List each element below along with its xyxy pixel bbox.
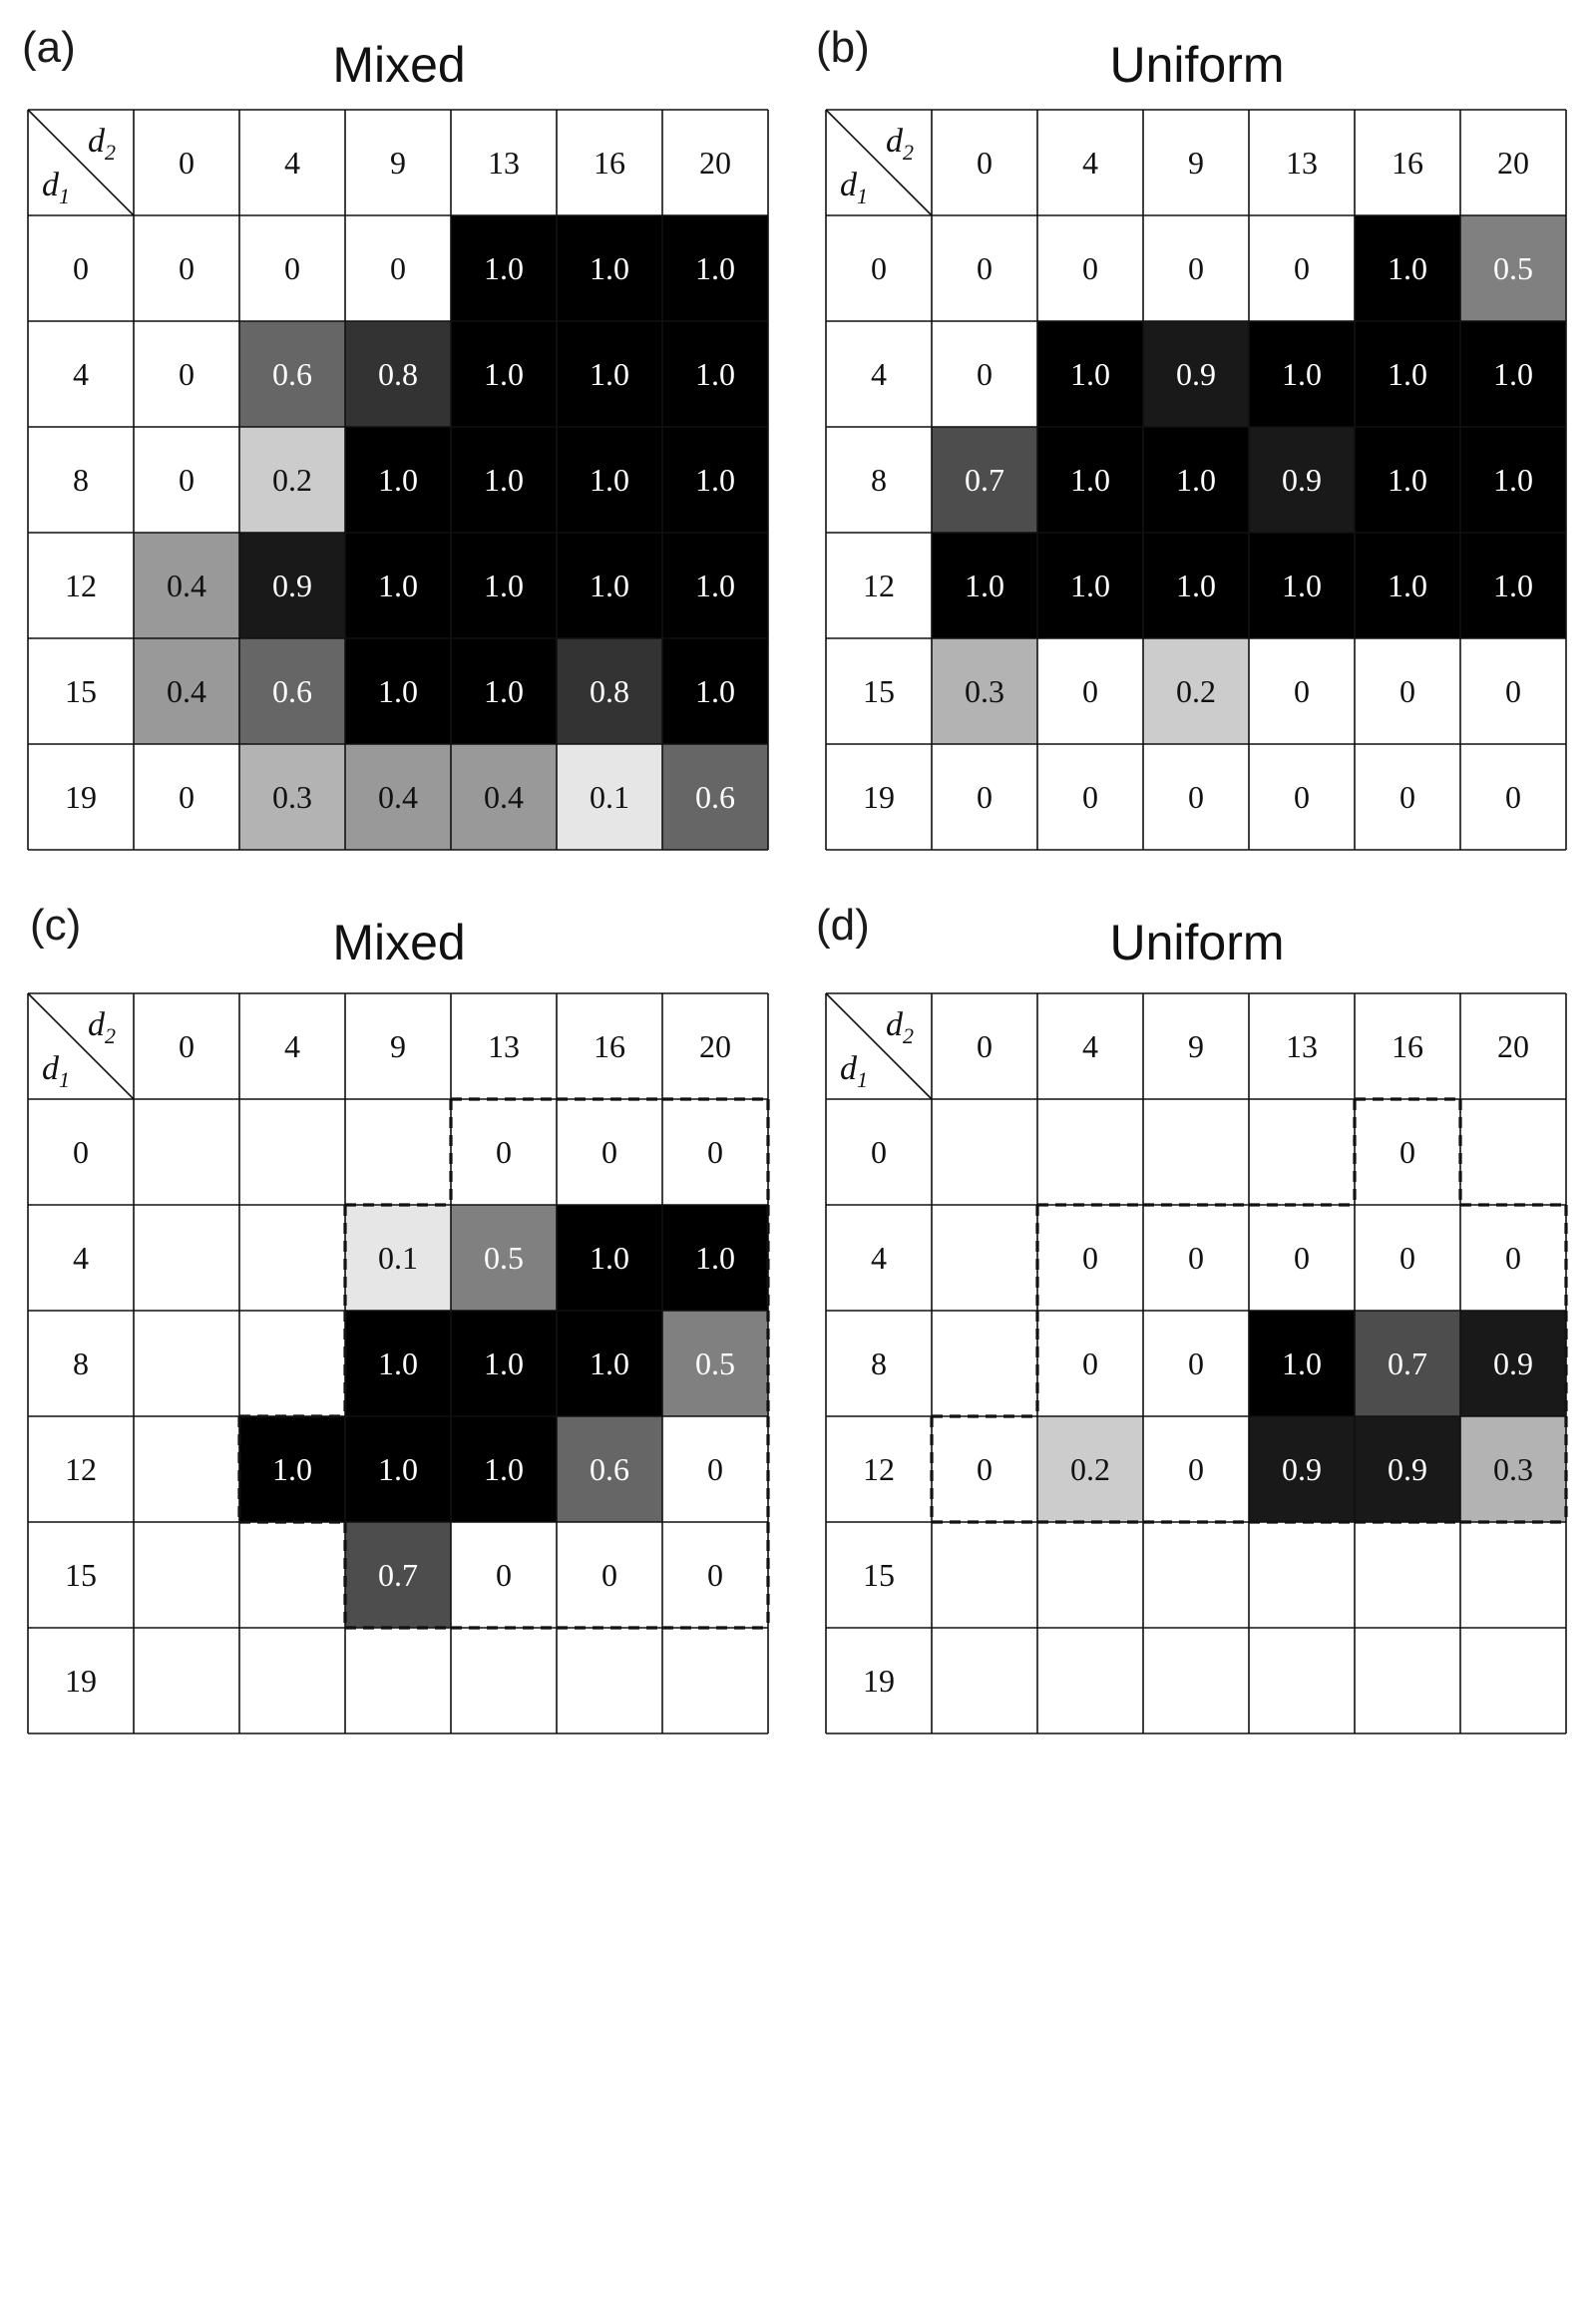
row-tick-label: 4 <box>73 356 89 392</box>
heatmap-cell <box>1037 1628 1143 1733</box>
column-tick-label: 4 <box>284 1028 300 1064</box>
data-label: 0 <box>977 250 993 286</box>
panel-b <box>816 23 1566 850</box>
row-tick-label: 8 <box>73 1345 89 1381</box>
row-variable-label <box>840 167 868 208</box>
data-label: 0.4 <box>167 673 206 709</box>
data-label: 0.4 <box>378 779 418 815</box>
column-variable-label <box>88 1006 116 1048</box>
data-label: 1.0 <box>695 673 735 709</box>
column-tick-label: 16 <box>594 145 625 181</box>
data-label: 1.0 <box>965 568 1004 603</box>
row-tick-label: 12 <box>863 568 895 603</box>
row-tick-label: 0 <box>871 250 887 286</box>
row-variable-label <box>42 167 70 208</box>
row-tick-label: 19 <box>65 779 97 815</box>
data-label: 1.0 <box>1282 568 1322 603</box>
data-label: 0.7 <box>1388 1345 1427 1381</box>
column-variable-label <box>88 123 116 165</box>
column-tick-label: 13 <box>488 1028 520 1064</box>
data-label: 1.0 <box>695 462 735 498</box>
row-tick-label: 8 <box>871 462 887 498</box>
data-label: 0 <box>1188 250 1204 286</box>
data-label: 1.0 <box>1493 568 1533 603</box>
data-label: 1.0 <box>1176 568 1216 603</box>
heatmap-cell <box>239 1099 345 1205</box>
row-variable-name: d <box>840 167 857 203</box>
data-label: 1.0 <box>1070 568 1110 603</box>
data-label: 1.0 <box>1388 250 1427 286</box>
data-label: 1.0 <box>590 1240 629 1276</box>
data-label: 1.0 <box>590 568 629 603</box>
row-tick-label: 15 <box>65 673 97 709</box>
panel-title: Uniform <box>1109 37 1285 93</box>
data-label: 1.0 <box>1070 462 1110 498</box>
data-label: 0 <box>1294 673 1310 709</box>
data-label: 1.0 <box>1070 356 1110 392</box>
column-tick-label: 0 <box>977 145 993 181</box>
heatmap-cell <box>134 1205 239 1311</box>
data-label: 0 <box>179 356 195 392</box>
data-label: 1.0 <box>484 250 524 286</box>
row-tick-label: 0 <box>73 1134 89 1170</box>
data-label: 1.0 <box>590 1345 629 1381</box>
column-variable-name: d <box>88 1006 105 1043</box>
heatmap-cell <box>451 1628 557 1733</box>
data-label: 0 <box>1505 673 1521 709</box>
row-tick-label: 12 <box>863 1451 895 1487</box>
heatmap-cell <box>932 1628 1037 1733</box>
heatmap-cell <box>345 1628 451 1733</box>
heatmap-cell <box>932 1522 1037 1628</box>
data-label: 0 <box>496 1134 512 1170</box>
row-tick-label: 15 <box>863 1557 895 1593</box>
data-label: 1.0 <box>1388 356 1427 392</box>
data-label: 0.9 <box>1282 1451 1322 1487</box>
data-label: 1.0 <box>378 568 418 603</box>
row-tick-label: 4 <box>73 1240 89 1276</box>
heatmap-cell <box>134 1522 239 1628</box>
row-tick-label: 8 <box>73 462 89 498</box>
heatmap-cell <box>1143 1099 1249 1205</box>
heatmap-cell <box>134 1416 239 1522</box>
heatmap-cell <box>662 1628 768 1733</box>
data-label: 0.7 <box>378 1557 418 1593</box>
column-tick-label: 4 <box>1082 145 1098 181</box>
heatmap-cell <box>1249 1628 1355 1733</box>
column-tick-label: 0 <box>977 1028 993 1064</box>
data-label: 0.4 <box>484 779 524 815</box>
data-label: 0.6 <box>695 779 735 815</box>
data-label: 0 <box>601 1557 617 1593</box>
data-label: 0 <box>707 1451 723 1487</box>
column-tick-label: 0 <box>179 1028 195 1064</box>
column-variable-subscript: 2 <box>903 1023 914 1048</box>
row-tick-label: 12 <box>65 568 97 603</box>
data-label: 0.1 <box>378 1240 418 1276</box>
data-label: 0 <box>1082 779 1098 815</box>
column-variable-name: d <box>886 1006 903 1043</box>
heatmap-cell <box>134 1628 239 1733</box>
column-variable-name: d <box>886 123 903 160</box>
column-tick-label: 9 <box>390 145 406 181</box>
column-variable-label <box>886 123 914 165</box>
row-tick-label: 19 <box>65 1663 97 1699</box>
heatmap-cell <box>1355 1522 1460 1628</box>
row-variable-subscript: 1 <box>59 184 70 208</box>
data-label: 0 <box>1505 1240 1521 1276</box>
heatmap-cell <box>932 1311 1037 1416</box>
column-variable-subscript: 2 <box>105 140 116 165</box>
data-label: 0 <box>1082 673 1098 709</box>
heatmap-cell <box>239 1628 345 1733</box>
data-label: 0 <box>179 250 195 286</box>
row-variable-label <box>42 1050 70 1092</box>
data-label: 0.1 <box>590 779 629 815</box>
row-tick-label: 19 <box>863 779 895 815</box>
heatmap-cell <box>134 1099 239 1205</box>
data-label: 0.9 <box>1282 462 1322 498</box>
panel-title: Uniform <box>1109 915 1285 970</box>
data-label: 0 <box>977 1451 993 1487</box>
data-label: 1.0 <box>590 356 629 392</box>
data-label: 0.2 <box>1070 1451 1110 1487</box>
column-tick-label: 20 <box>699 145 731 181</box>
data-label: 0 <box>1294 1240 1310 1276</box>
data-label: 0 <box>1399 1134 1415 1170</box>
row-tick-label: 0 <box>871 1134 887 1170</box>
data-label: 0.8 <box>378 356 418 392</box>
data-label: 0 <box>1505 779 1521 815</box>
column-tick-label: 20 <box>1497 145 1529 181</box>
data-label: 0 <box>1082 1240 1098 1276</box>
column-tick-label: 9 <box>1188 145 1204 181</box>
data-label: 1.0 <box>1176 462 1216 498</box>
data-label: 1.0 <box>1493 462 1533 498</box>
row-tick-label: 15 <box>65 1557 97 1593</box>
heatmap-cell <box>1460 1522 1566 1628</box>
row-variable-label <box>840 1050 868 1092</box>
column-variable-subscript: 2 <box>105 1023 116 1048</box>
row-variable-name: d <box>840 1050 857 1087</box>
data-label: 1.0 <box>378 1345 418 1381</box>
column-tick-label: 13 <box>1286 1028 1318 1064</box>
data-label: 1.0 <box>484 462 524 498</box>
column-tick-label: 4 <box>284 145 300 181</box>
row-variable-name: d <box>42 167 59 203</box>
data-label: 1.0 <box>695 356 735 392</box>
data-label: 0.8 <box>590 673 629 709</box>
data-label: 0 <box>284 250 300 286</box>
row-variable-name: d <box>42 1050 59 1087</box>
column-tick-label: 4 <box>1082 1028 1098 1064</box>
column-tick-label: 0 <box>179 145 195 181</box>
row-tick-label: 12 <box>65 1451 97 1487</box>
data-label: 1.0 <box>484 1345 524 1381</box>
data-label: 0.6 <box>590 1451 629 1487</box>
data-label: 0.9 <box>1176 356 1216 392</box>
row-tick-label: 19 <box>863 1663 895 1699</box>
data-label: 0.3 <box>272 779 312 815</box>
data-label: 0.3 <box>1493 1451 1533 1487</box>
data-label: 0.9 <box>1388 1451 1427 1487</box>
data-label: 1.0 <box>378 462 418 498</box>
column-tick-label: 9 <box>390 1028 406 1064</box>
data-label: 0 <box>977 356 993 392</box>
column-tick-label: 13 <box>1286 145 1318 181</box>
panel-d <box>816 901 1566 1733</box>
data-label: 1.0 <box>1493 356 1533 392</box>
panel-label: (a) <box>22 23 76 72</box>
heatmap-cell <box>1143 1522 1249 1628</box>
data-label: 0 <box>1294 250 1310 286</box>
data-label: 1.0 <box>590 250 629 286</box>
data-label: 0 <box>1399 779 1415 815</box>
data-label: 1.0 <box>1282 356 1322 392</box>
row-tick-label: 8 <box>871 1345 887 1381</box>
panel-c <box>28 901 768 1733</box>
column-variable-name: d <box>88 123 105 160</box>
data-label: 1.0 <box>272 1451 312 1487</box>
heatmap-cell <box>134 1311 239 1416</box>
panel-label: (b) <box>816 23 870 72</box>
data-label: 1.0 <box>484 673 524 709</box>
column-tick-label: 16 <box>594 1028 625 1064</box>
panel-label: (d) <box>816 901 870 950</box>
data-label: 1.0 <box>378 673 418 709</box>
column-variable-label <box>886 1006 914 1048</box>
data-label: 0.5 <box>695 1345 735 1381</box>
heatmap-cell <box>1355 1628 1460 1733</box>
heatmap-cell <box>1037 1522 1143 1628</box>
heatmap-cell <box>1249 1099 1355 1205</box>
row-tick-label: 4 <box>871 1240 887 1276</box>
data-label: 0 <box>707 1134 723 1170</box>
data-label: 0 <box>707 1557 723 1593</box>
row-tick-label: 0 <box>73 250 89 286</box>
column-tick-label: 20 <box>699 1028 731 1064</box>
data-label: 1.0 <box>1388 568 1427 603</box>
heatmap-cell <box>932 1205 1037 1311</box>
data-label: 0 <box>390 250 406 286</box>
panel-title: Mixed <box>332 37 466 93</box>
heatmap-cell <box>1249 1522 1355 1628</box>
data-label: 0.6 <box>272 673 312 709</box>
data-label: 0 <box>1188 779 1204 815</box>
panel-a <box>22 23 768 850</box>
data-label: 0.2 <box>1176 673 1216 709</box>
data-label: 0.5 <box>1493 250 1533 286</box>
data-label: 0.2 <box>272 462 312 498</box>
heatmap-cell <box>1460 1628 1566 1733</box>
data-label: 0 <box>179 779 195 815</box>
column-tick-label: 13 <box>488 145 520 181</box>
heatmap-cell <box>239 1205 345 1311</box>
data-label: 0 <box>496 1557 512 1593</box>
heatmap-cell <box>1143 1628 1249 1733</box>
data-label: 0 <box>1082 250 1098 286</box>
data-label: 0 <box>1082 1345 1098 1381</box>
heatmap-cell <box>239 1311 345 1416</box>
heatmap-cell <box>1037 1099 1143 1205</box>
data-label: 0 <box>179 462 195 498</box>
row-variable-subscript: 1 <box>857 1067 868 1092</box>
row-tick-label: 4 <box>871 356 887 392</box>
data-label: 0 <box>1188 1451 1204 1487</box>
panel-label: (c) <box>30 901 82 950</box>
heatmap-cell <box>239 1522 345 1628</box>
data-label: 1.0 <box>1282 1345 1322 1381</box>
data-label: 0 <box>1399 1240 1415 1276</box>
data-label: 1.0 <box>695 250 735 286</box>
data-label: 0 <box>1188 1345 1204 1381</box>
data-label: 1.0 <box>484 568 524 603</box>
column-variable-subscript: 2 <box>903 140 914 165</box>
heatmap-cell <box>1460 1099 1566 1205</box>
data-label: 1.0 <box>484 356 524 392</box>
heatmap-cell <box>557 1628 662 1733</box>
data-label: 0.3 <box>965 673 1004 709</box>
data-label: 0.9 <box>272 568 312 603</box>
data-label: 0 <box>1188 1240 1204 1276</box>
column-tick-label: 16 <box>1392 1028 1423 1064</box>
column-tick-label: 9 <box>1188 1028 1204 1064</box>
row-variable-subscript: 1 <box>857 184 868 208</box>
row-variable-subscript: 1 <box>59 1067 70 1092</box>
data-label: 0 <box>1399 673 1415 709</box>
data-label: 1.0 <box>695 568 735 603</box>
data-label: 0.5 <box>484 1240 524 1276</box>
data-label: 0 <box>977 779 993 815</box>
data-label: 0.6 <box>272 356 312 392</box>
heatmap-cell <box>345 1099 451 1205</box>
column-tick-label: 16 <box>1392 145 1423 181</box>
data-label: 1.0 <box>484 1451 524 1487</box>
data-label: 0 <box>1294 779 1310 815</box>
data-label: 0.7 <box>965 462 1004 498</box>
row-tick-label: 15 <box>863 673 895 709</box>
data-label: 1.0 <box>378 1451 418 1487</box>
data-label: 0.4 <box>167 568 206 603</box>
heatmap-cell <box>932 1099 1037 1205</box>
data-label: 1.0 <box>695 1240 735 1276</box>
data-label: 1.0 <box>590 462 629 498</box>
data-label: 0.9 <box>1493 1345 1533 1381</box>
column-tick-label: 20 <box>1497 1028 1529 1064</box>
data-label: 1.0 <box>1388 462 1427 498</box>
panel-title: Mixed <box>332 915 466 970</box>
data-label: 0 <box>601 1134 617 1170</box>
